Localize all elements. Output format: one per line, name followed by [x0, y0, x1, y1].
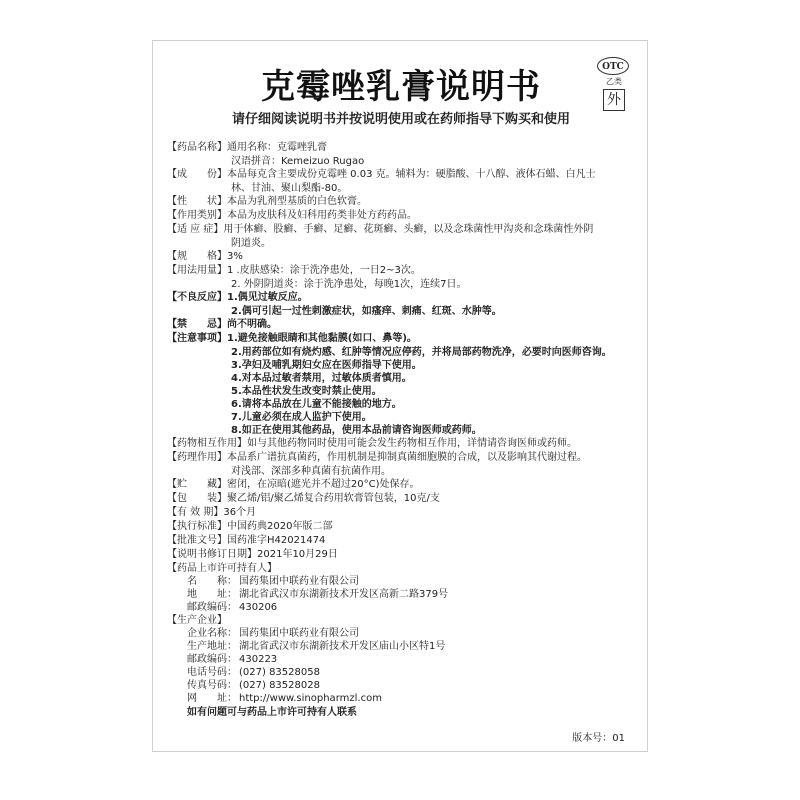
composition-value: 本品每克含主要成份克霉唑 0.03 克。辅料为：硬脂酸、十八醇、液体石蜡、白凡士 [227, 169, 596, 180]
holder-name-row [167, 575, 637, 588]
maker-zip: 430223 [239, 654, 278, 665]
approval-value: 国药准字H42021474 [227, 535, 326, 546]
interactions-row [167, 437, 637, 450]
holder-address: 湖北省武汉市东湖新技术开发区高新二路379号 [239, 589, 449, 600]
pharmacology-label: 【药理作用】 [167, 452, 227, 463]
appearance-row [167, 195, 637, 208]
indications-row [167, 223, 637, 236]
maker-fax-row [167, 679, 637, 692]
precaution-item-8: 8.如正在使用其他药品，使用本品前请咨询医师或药师。 [231, 425, 482, 436]
drug-name-row [167, 141, 637, 154]
page-title: 克霉唑乳膏说明书 [261, 67, 541, 107]
package-label: 【包 装】 [167, 493, 227, 504]
dosage-row [167, 264, 637, 277]
holder-address-label: 地 址： [187, 589, 237, 600]
indications-value: 用于体癣、股癣、手癣、足癣、花斑癣、头癣，以及念珠菌性甲沟炎和念珠菌性外阴 [223, 224, 594, 235]
maker-address-row [167, 640, 637, 653]
adverse-row [167, 291, 637, 304]
pharmacology-line1: 本品系广谱抗真菌药，作用机制是抑制真菌细胞膜的合成，以及影响其代谢过程。 [227, 452, 587, 463]
maker-web-label: 网 址： [187, 693, 237, 704]
maker-heading: 【生产企业】 [167, 615, 227, 626]
contact-note: 如有问题可与药品上市许可持有人联系 [187, 707, 357, 718]
spec-label: 【规 格】 [167, 251, 227, 262]
composition-row [167, 168, 637, 181]
version-number: 版本号：01 [572, 733, 625, 744]
revision-label: 【说明书修订日期】 [167, 549, 257, 560]
holder-heading: 【药品上市许可持有人】 [167, 563, 277, 574]
holder-name: 国药集团中联药业有限公司 [239, 576, 359, 587]
holder-zip-row [167, 601, 637, 614]
maker-tel-label: 电话号码： [187, 667, 237, 678]
precaution-item-4: 4.对本品过敏者禁用，过敏体质者慎用。 [231, 373, 412, 384]
precaution-item-7: 7.儿童必须在成人监护下使用。 [231, 412, 372, 423]
dosage-line1: 1 .皮肤感染：涂于洗净患处，一日2~3次。 [227, 265, 421, 276]
indications-label: 【适 应 症】 [167, 224, 224, 235]
spec-value: 3% [227, 251, 243, 262]
storage-label: 【贮 藏】 [167, 479, 227, 490]
approval-label: 【批准文号】 [167, 535, 227, 546]
otc-badge [597, 57, 631, 111]
precaution-item-5: 5.本品性状发生改变时禁止使用。 [231, 386, 382, 397]
pinyin-row [167, 155, 637, 168]
drug-name-label: 【药品名称】 [167, 142, 227, 153]
storage-value: 密闭，在凉暗(遮光并不超过20°C)处保存。 [227, 479, 420, 490]
category-label: 【作用类别】 [167, 210, 227, 221]
composition-label: 【成 份】 [167, 169, 227, 180]
holder-zip: 430206 [239, 602, 278, 613]
approval-row [167, 534, 637, 547]
standard-row [167, 520, 637, 533]
storage-row [167, 478, 637, 491]
validity-value: 36个月 [223, 507, 257, 518]
appearance-label: 【性 状】 [167, 196, 227, 207]
validity-label: 【有 效 期】 [167, 507, 224, 518]
otc-class-label: 乙类 [606, 77, 622, 86]
precaution-item-1: 1.避免接触眼睛和其他黏膜(如口、鼻等)。 [227, 333, 417, 344]
precautions-row [167, 332, 637, 345]
maker-tel-row [167, 666, 637, 679]
appearance-value: 本品为乳剂型基质的白色软膏。 [227, 196, 367, 207]
maker-name: 国药集团中联药业有限公司 [239, 628, 359, 639]
maker-web: http://www.sinopharmzl.com [239, 693, 382, 704]
contra-value: 尚不明确。 [227, 319, 277, 330]
maker-fax-label: 传真号码： [187, 680, 237, 691]
standard-value: 中国药典2020年版二部 [227, 521, 333, 532]
revision-value: 2021年10月29日 [257, 549, 338, 560]
holder-address-row [167, 588, 637, 601]
package-row [167, 492, 637, 505]
dosage-label: 【用法用量】 [167, 265, 227, 276]
dosage-line2: 2. 外阴阴道炎：涂于洗净患处，每晚1次，连续7日。 [231, 279, 467, 290]
pinyin-label: 汉语拼音： [231, 156, 281, 167]
leaflet-sheet [152, 40, 648, 752]
holder-zip-label: 邮政编码： [187, 602, 237, 613]
leaflet-content [167, 141, 637, 720]
contra-row [167, 318, 637, 331]
adverse-line1: 1.偶见过敏反应。 [227, 292, 308, 303]
precaution-item-3: 3.孕妇及哺乳期妇女应在医师指导下使用。 [231, 360, 422, 371]
revision-row [167, 548, 637, 561]
otc-logo: OTC [597, 57, 629, 75]
spec-row [167, 250, 637, 263]
precaution-item-6: 6.请将本品放在儿童不能接触的地方。 [231, 399, 402, 410]
maker-address-label: 生产地址： [187, 641, 237, 652]
standard-label: 【执行标准】 [167, 521, 227, 532]
pharmacology-line2: 对浅部、深部多种真菌有抗菌作用。 [231, 466, 391, 477]
holder-name-label: 名 称： [187, 576, 237, 587]
interactions-label: 【药物相互作用】 [167, 438, 247, 449]
maker-zip-label: 邮政编码： [187, 654, 237, 665]
indications-line2: 阴道炎。 [231, 238, 271, 249]
generic-name-label: 通用名称： [227, 142, 277, 153]
contra-label: 【禁 忌】 [167, 319, 227, 330]
precautions-label: 【注意事项】 [167, 333, 227, 344]
maker-fax: (027) 83528028 [239, 680, 320, 691]
adverse-label: 【不良反应】 [167, 292, 227, 303]
package-value: 聚乙烯/铝/聚乙烯复合药用软膏管包装，10克/支 [227, 493, 440, 504]
maker-name-row [167, 627, 637, 640]
pinyin-value: Kemeizuo Rugao [281, 156, 365, 167]
precaution-item-2: 2.用药部位如有烧灼感、红肿等情况应停药，并将局部药物洗净，必要时向医师咨询。 [231, 347, 612, 358]
maker-web-row [167, 692, 637, 705]
subtitle: 请仔细阅读说明书并按说明使用或在药师指导下购买和使用 [231, 112, 570, 127]
maker-tel: (027) 83528058 [239, 667, 320, 678]
category-value: 本品为皮肤科及妇科用药类非处方药药品。 [227, 210, 417, 221]
maker-name-label: 企业名称： [187, 628, 237, 639]
generic-name: 克霉唑乳膏 [277, 142, 327, 153]
adverse-line2: 2.偶可引起一过性刺激症状，如瘙痒、刺痛、红斑、水肿等。 [231, 306, 502, 317]
maker-zip-row [167, 653, 637, 666]
maker-address: 湖北省武汉市东湖新技术开发区庙山小区特1号 [239, 641, 446, 652]
pharmacology-row [167, 451, 637, 464]
composition-line2: 林、甘油、聚山梨酯-80。 [231, 183, 348, 194]
category-row [167, 209, 637, 222]
external-use-mark: 外 [603, 89, 625, 111]
interactions-value: 如与其他药物同时使用可能会发生药物相互作用，详情请咨询医师或药师。 [247, 438, 577, 449]
validity-row [167, 506, 637, 519]
